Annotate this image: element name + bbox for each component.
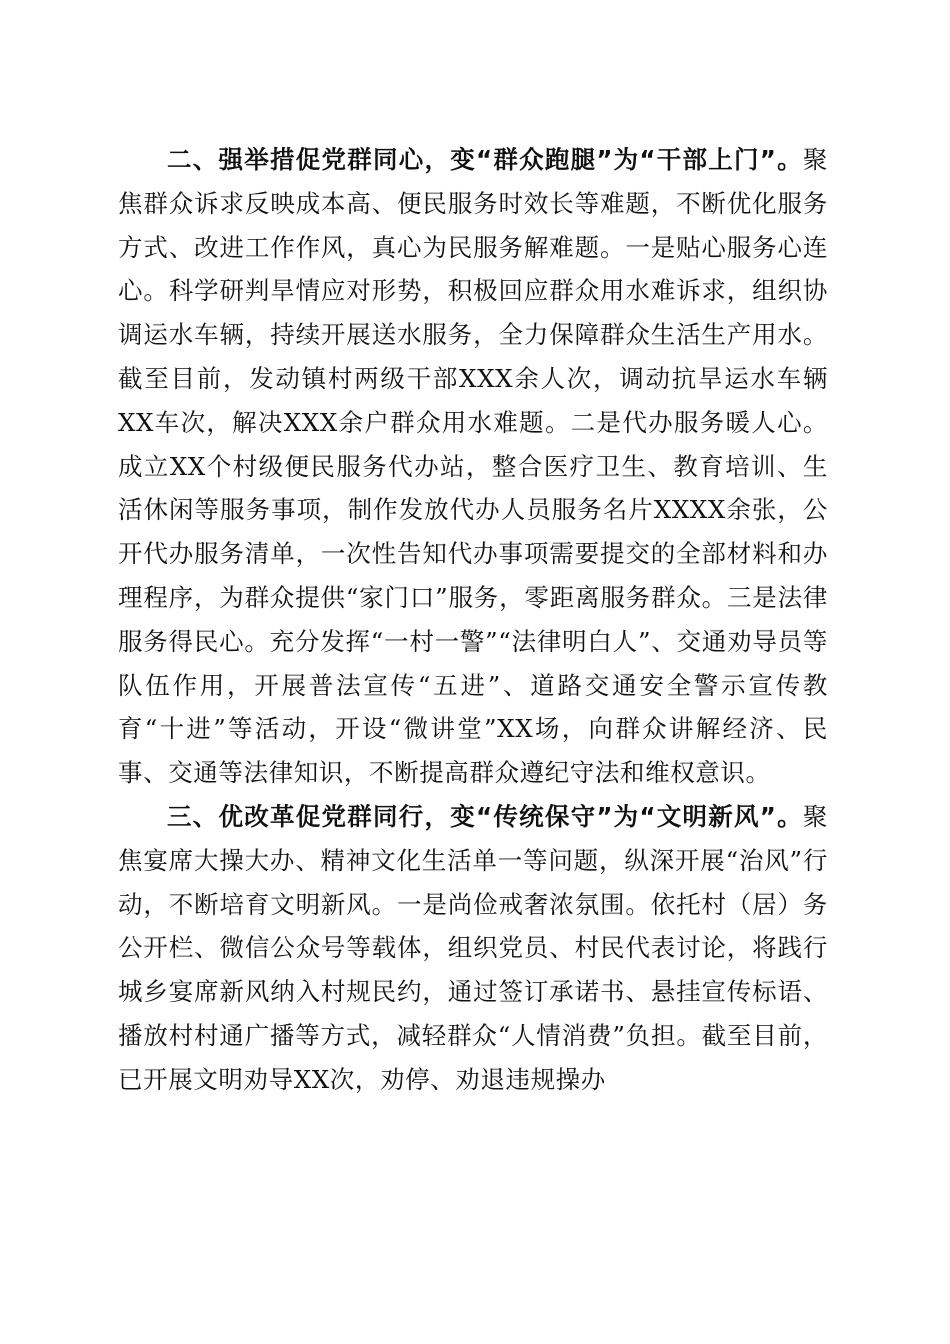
section-2-body: 聚焦群众诉求反映成本高、便民服务时效长等难题，不断优化服务方式、改进工作作风，真心为民服务解难题。一是贴心服务心连心。科学研判旱情应对形势，积极回应群众用水难诉求，组织协调运水车辆，持续开展送水服务，全力保障群众生活生产用水。截至目前，发动镇村两级干部XXX余人次，调动抗旱运水车辆XX车次，解决XXX余户群众用水难题。二是代办服务暖人心。成立XX个村级便民服务代办站，整合医疗卫生、教育培训、生活休闲等服务事项，制作发放代办人员服务名片XXXX余张，公开代办服务清单，一次性告知代办事项需要提交的全部材料和办理程序，为群众提供“家门口”服务，零距离服务群众。三是法律服务得民心。充分发挥“一村一警”“法律明白人”、交通劝导员等队伍作用，开展普法宣传“五进”、道路交通安全警示宣传教育“十进”等活动，开设“微讲堂”XX场，向群众讲解经济、民事、交通等法律知识，不断提高群众遵纪守法和维权意识。 xyxy=(118,145,828,788)
section-3-heading: 三、优改革促党群同行，变“传统保守”为“文明新风”。 xyxy=(167,801,803,831)
section-2-paragraph xyxy=(118,138,828,795)
section-2-heading: 二、强举措促党群同心，变“群众跑腿”为“干部上门”。 xyxy=(167,145,803,174)
document-page xyxy=(118,138,828,1102)
section-3-body: 聚焦宴席大操大办、精神文化生活单一等问题，纵深开展“治风”行动，不断培育文明新风。一是尚俭戒奢浓氛围。依托村（居）务公开栏、微信公众号等载体，组织党员、村民代表讨论，将践行城乡宴席新风纳入村规民约，通过签订承诺书、悬挂宣传标语、播放村村通广播等方式，减轻群众“人情消费”负担。截至目前，已开展文明劝导XX次，劝停、劝退违规操办 xyxy=(118,801,828,1094)
section-3-paragraph xyxy=(118,795,828,1102)
